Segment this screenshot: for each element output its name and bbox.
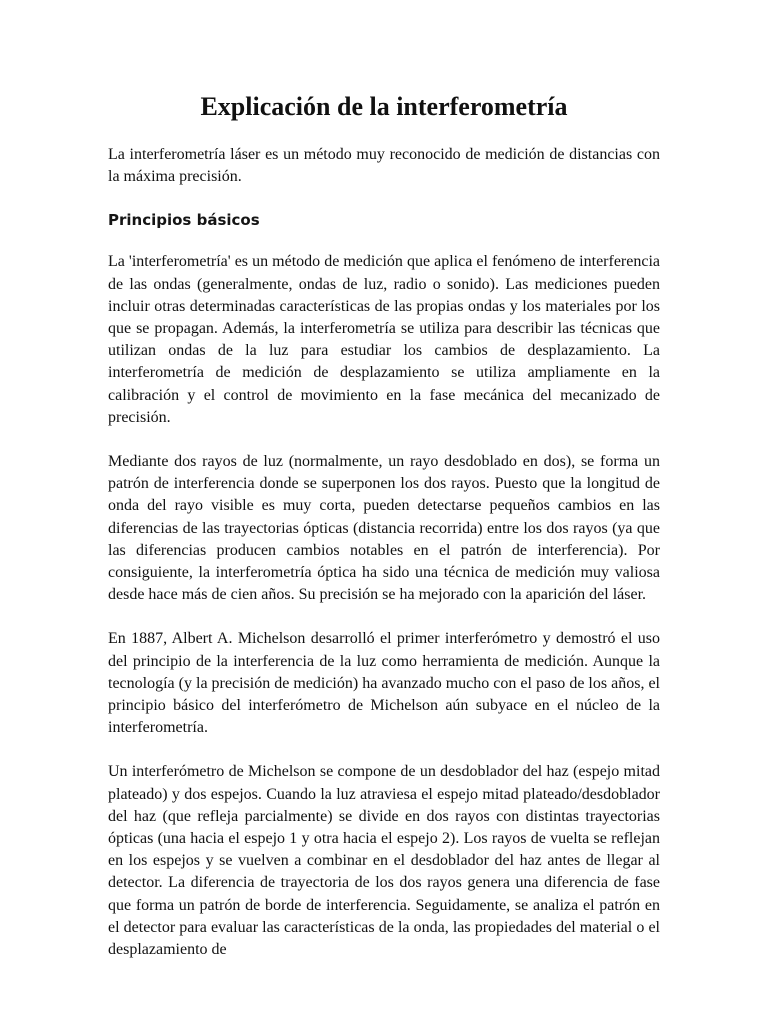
paragraph-3: En 1887, Albert A. Michelson desarrolló el primer interferómetro y demostró el uso del principio de la interferencia de la luz como herramienta de medición. Aunque la tecnología (y la precisión de medición) ha avanzado mucho con el paso de los años, el principio básico del interferómetro de Michelson aún subyace en el núcleo de la interferometría. <box>108 630 660 737</box>
paragraph-4: Un interferómetro de Michelson se compone de un desdoblador del haz (espejo mitad plateado) y dos espejos. Cuando la luz atraviesa el espejo mitad plateado/desdoblador del haz (que refleja parcialmente) se divide en dos rayos con distintas trayectorias ópticas (una hacia el espejo 1 y otra hacia el espejo 2). Los rayos de vuelta se reflejan en los espejos y se vuelven a combinar en el desdoblador del haz antes de llegar al detector. La diferencia de trayectoria de los dos rayos genera una diferencia de fase que forma un patrón de borde de interferencia. Seguidamente, se analiza el patrón en el detector para evaluar las características de la onda, las propiedades del material o el desplazamiento de <box>108 763 660 959</box>
document-title: Explicación de la interferometría <box>200 92 568 121</box>
section-heading: Principios básicos <box>108 211 260 230</box>
paragraph-1: La 'interferometría' es un método de medición que aplica el fenómeno de interferencia de las ondas (generalmente, ondas de luz, radio o sonido). Las mediciones pueden incluir otras determinadas características de las propias ondas y los materiales por los que se propagan. Además, la interferometría se utiliza para describir las técnicas que utilizan ondas de la luz para estudiar los cambios de desplazamiento. La interferometría de medición de desplazamiento se utiliza ampliamente en la calibración y el control de movimiento en la fase mecánica del mecanizado de precisión. <box>108 253 660 426</box>
paragraph-2: Mediante dos rayos de luz (normalmente, un rayo desdoblado en dos), se forma un patrón de interferencia donde se superponen los dos rayos. Puesto que la longitud de onda del rayo visible es muy corta, pueden detectarse pequeños cambios en las diferencias de las trayectorias ópticas (distancia recorrida) entre los dos rayos (ya que las diferencias producen cambios notables en el patrón de interferencia). Por consiguiente, la interferometría óptica ha sido una técnica de medición muy valiosa desde hace más de cien años. Su precisión se ha mejorado con la aparición del láser. <box>108 453 660 604</box>
intro-paragraph: La interferometría láser es un método muy reconocido de medición de distancias con la máxima precisión. <box>108 146 660 186</box>
document-page <box>108 90 660 961</box>
